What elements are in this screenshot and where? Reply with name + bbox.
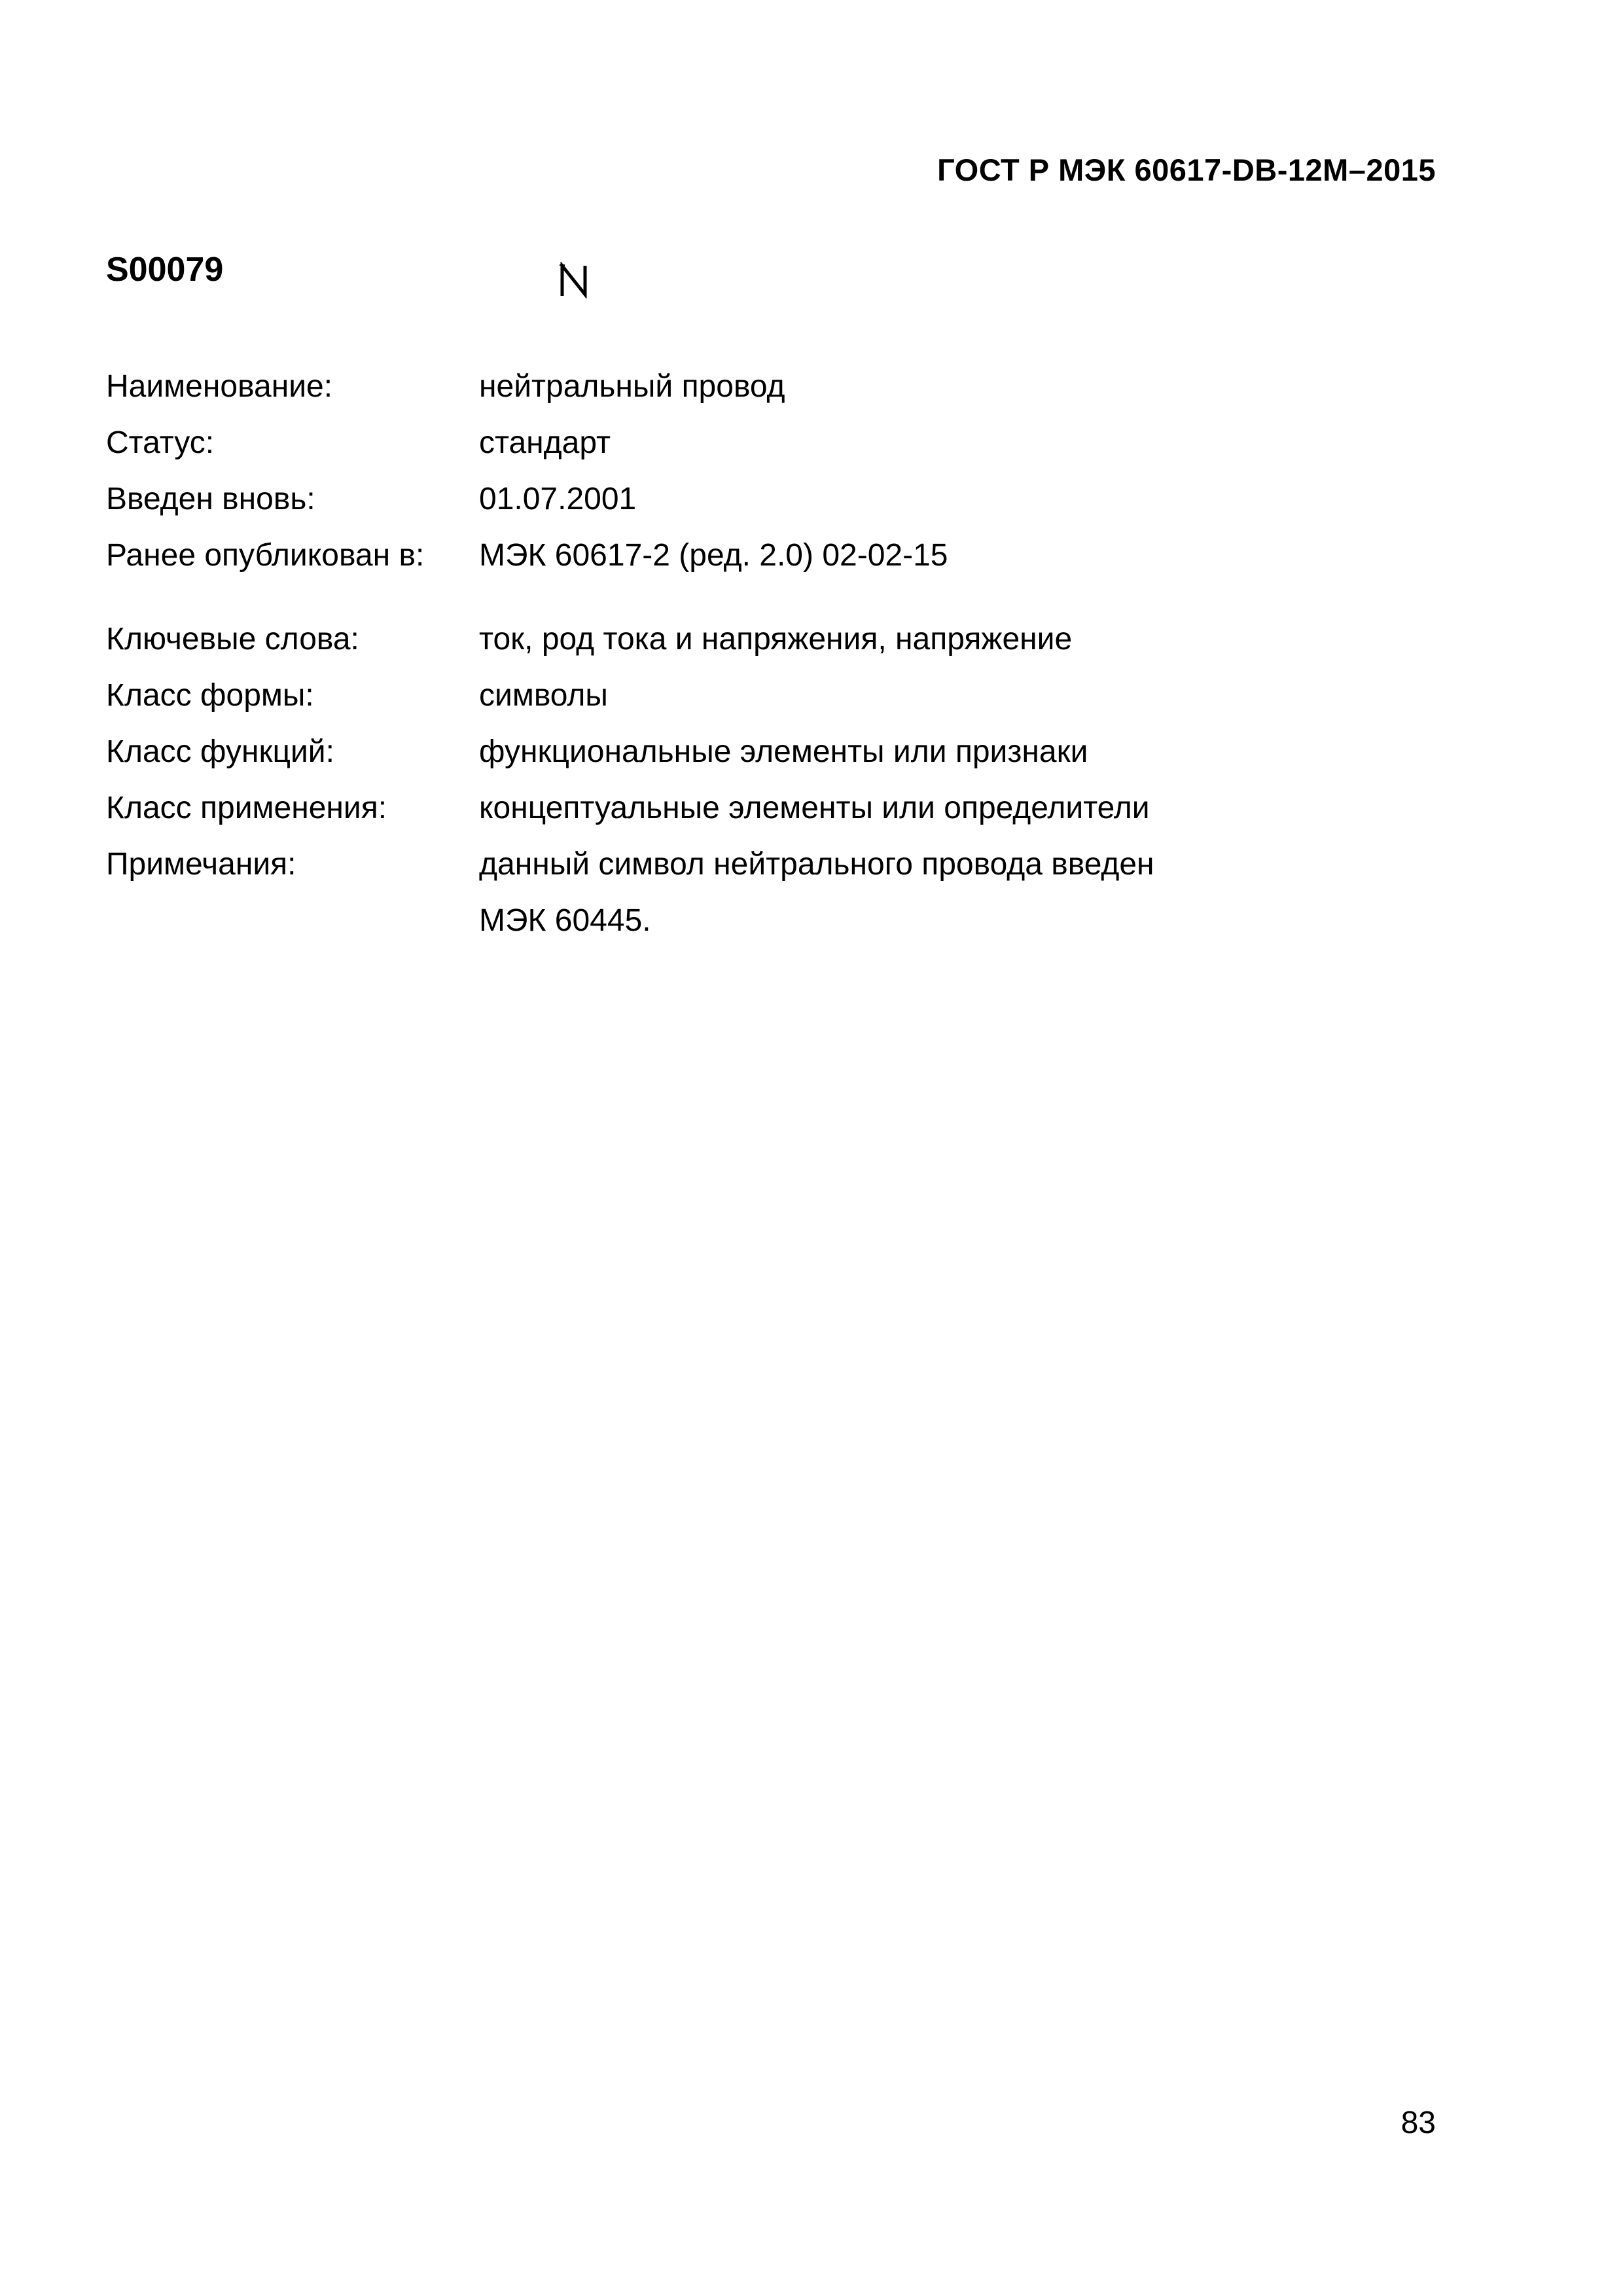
field-label: Ключевые слова: bbox=[106, 622, 359, 656]
field-row-function-class bbox=[106, 724, 1415, 780]
document-code: ГОСТ Р МЭК 60617-DB-12M–2015 bbox=[937, 152, 1436, 187]
symbol-attributes bbox=[106, 359, 1415, 949]
field-value: концептуальные элементы или определители bbox=[479, 791, 1150, 825]
field-value: стандарт bbox=[479, 425, 611, 460]
field-label-empty bbox=[106, 893, 479, 949]
field-label: Класс функций: bbox=[106, 734, 334, 769]
field-row-application-class bbox=[106, 780, 1415, 836]
field-label: Примечания: bbox=[106, 847, 296, 882]
field-value-continuation: МЭК 60445. bbox=[479, 903, 651, 938]
field-label: Статус: bbox=[106, 425, 215, 460]
field-row-keywords bbox=[106, 611, 1415, 668]
field-value: МЭК 60617-2 (ред. 2.0) 02-02-15 bbox=[479, 538, 948, 573]
field-row-introduced bbox=[106, 471, 1415, 528]
field-row-notes-continuation bbox=[106, 893, 1415, 949]
page-number: 83 bbox=[1400, 2106, 1436, 2140]
field-label: Наименование: bbox=[106, 369, 333, 404]
field-row-name bbox=[106, 359, 1415, 415]
field-row-notes bbox=[106, 836, 1415, 893]
field-row-shape-class bbox=[106, 668, 1415, 724]
field-label: Класс применения: bbox=[106, 791, 387, 825]
field-value: функциональные элементы или признаки bbox=[479, 734, 1088, 769]
field-row-status bbox=[106, 415, 1415, 471]
field-value: ток, род тока и напряжения, напряжение bbox=[479, 622, 1073, 656]
field-label: Введен вновь: bbox=[106, 482, 315, 516]
field-value: нейтральный провод bbox=[479, 369, 785, 404]
symbol-id: S00079 bbox=[106, 251, 224, 289]
neutral-conductor-symbol-icon bbox=[559, 262, 590, 298]
field-value: символы bbox=[479, 678, 608, 713]
field-label: Класс формы: bbox=[106, 678, 314, 713]
field-value: данный символ нейтрального провода введен bbox=[479, 847, 1154, 882]
field-label: Ранее опубликован в: bbox=[106, 538, 425, 573]
field-value: 01.07.2001 bbox=[479, 482, 637, 516]
field-row-previously-published bbox=[106, 528, 1415, 584]
